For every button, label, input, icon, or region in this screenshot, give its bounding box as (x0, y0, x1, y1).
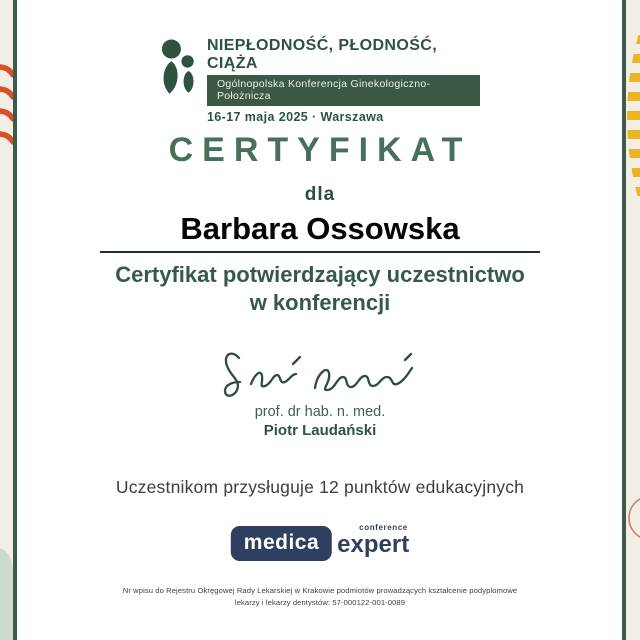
recipient-name: Barbara Ossowska (180, 211, 460, 246)
medica-logo-tagline: conference (359, 523, 408, 532)
certificate-statement (0, 261, 640, 316)
rose-circle-decoration (626, 493, 640, 543)
medica-logo-box: medica (231, 526, 332, 561)
signer-title: prof. dr hab. n. med. (254, 404, 386, 420)
mother-and-child-icon (160, 37, 200, 101)
medica-logo-suffix: expert (337, 531, 410, 558)
points-note: Uczestnikom przysługuje 12 punktów edukacyjnych (115, 477, 525, 497)
medica-logo-right (337, 523, 409, 561)
certificate-title: CERTYFIKAT (168, 131, 472, 169)
certificate-for-label: dla (304, 184, 336, 205)
certificate-statement-line2: w konferencji (249, 289, 391, 315)
registry-fine-print (0, 585, 640, 609)
conference-subtitle-banner: Ogólnopolska Konferencja Ginekologiczno-Położnicza (207, 75, 480, 106)
yellow-stripes-decoration (626, 33, 640, 201)
signature-image (215, 344, 425, 400)
certificate-statement-line1: Certyfikat potwierdzający uczestnictwo (115, 262, 525, 287)
signer-name: Piotr Laudański (263, 422, 377, 439)
conference-title: NIEPŁODNOŚĆ, PŁODNOŚĆ, CIĄŻA (206, 37, 438, 72)
registry-line2: lekarzy i lekarzy dentystów: 57-000122-001-0089 (234, 597, 406, 607)
name-underline (100, 251, 540, 253)
registry-line1: Nr wpisu do Rejestru Okręgowej Rady Lekarskiej w Krakowie podmiotów prowadzących kształcenie podyplomowe (122, 586, 518, 595)
medica-expert-logo (231, 523, 409, 561)
frame-left-border (13, 0, 17, 640)
conference-text-block (207, 37, 480, 124)
conference-header (160, 37, 480, 124)
frame-right-border (622, 0, 626, 640)
signature-area (0, 344, 640, 405)
conference-date-location: 16-17 maja 2025 · Warszawa (206, 110, 384, 125)
